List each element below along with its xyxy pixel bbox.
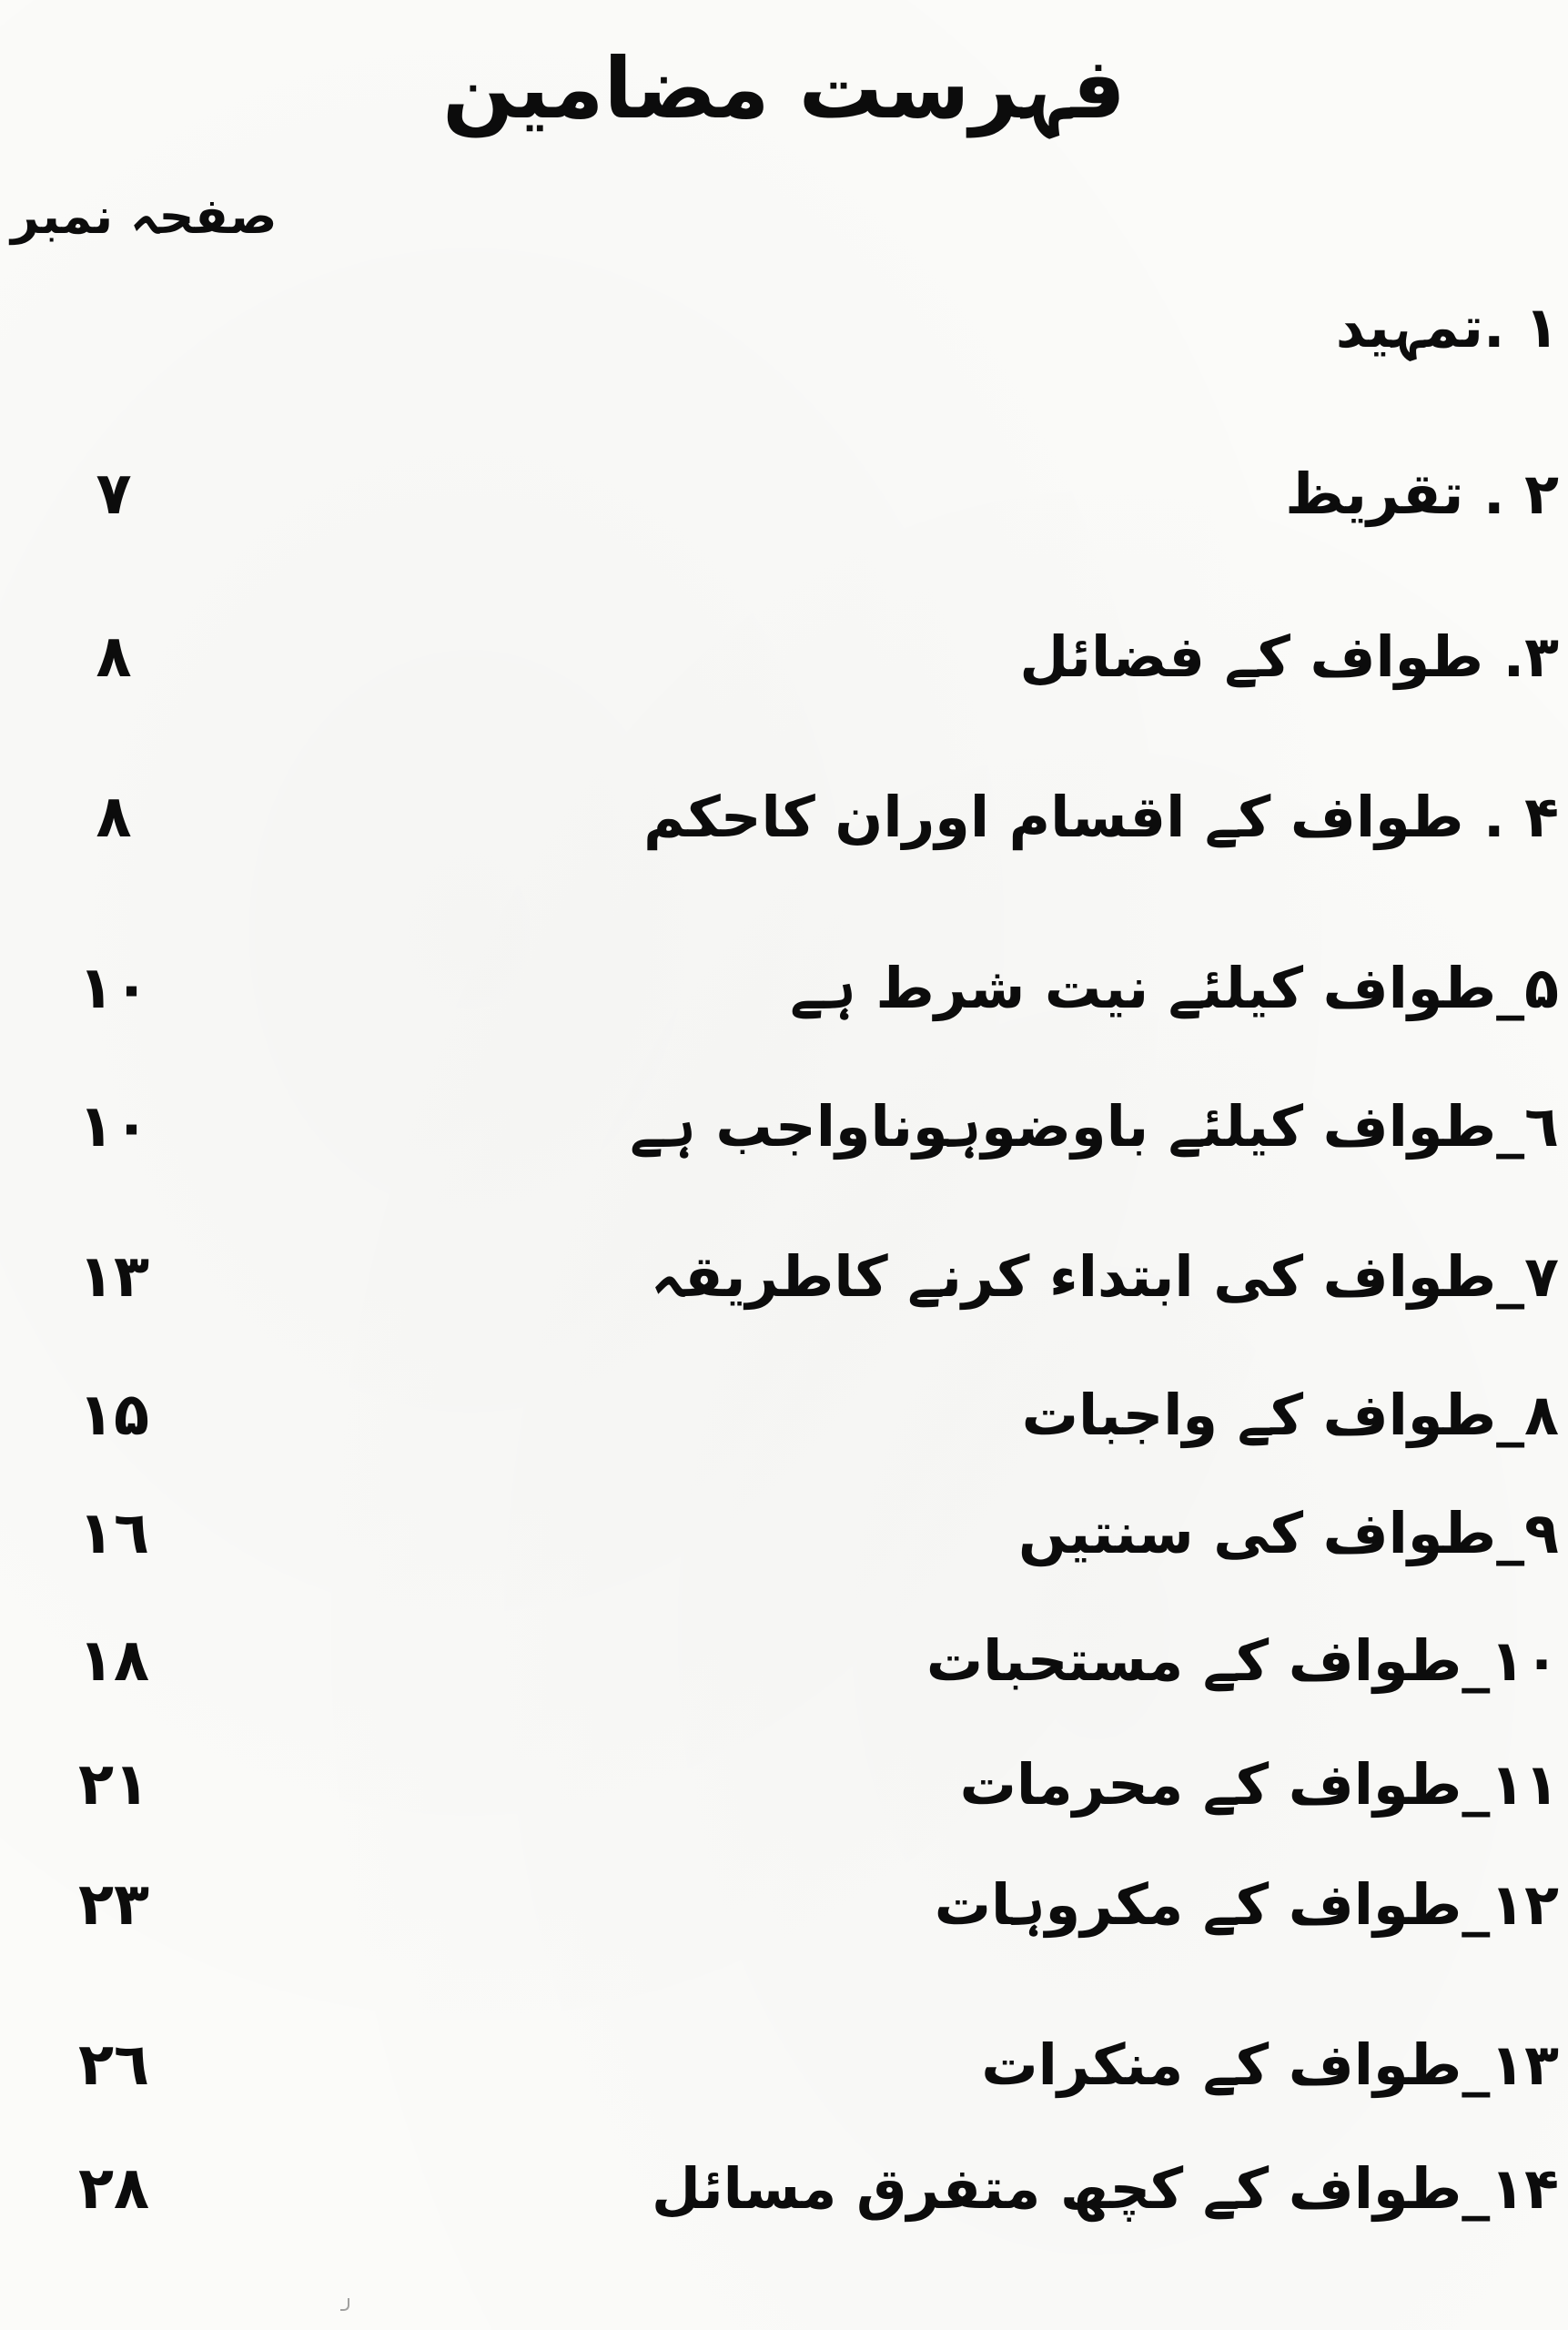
toc-entry — [0, 1611, 1568, 1711]
toc-entry-title: ۵_طواف کیلئے نیت شرط ہے — [790, 955, 1559, 1021]
toc-entry — [0, 278, 1568, 378]
toc-entry — [0, 1855, 1568, 1955]
toc-entry — [0, 1484, 1568, 1584]
toc-entry — [0, 1735, 1568, 1835]
toc-entry-page: ۲۳ — [77, 1871, 150, 1939]
toc-entry-page: ۱٦ — [77, 1500, 150, 1567]
toc-entry-title: ۱۲_طواف کے مکروہات — [934, 1871, 1559, 1938]
toc-entry-page: ۲۱ — [77, 1751, 150, 1818]
toc-entry-title: ۱۳_طواف کے منکرات — [981, 2031, 1559, 2098]
toc-entry — [0, 607, 1568, 707]
page-number-column-header: صفحہ نمبر — [11, 187, 278, 245]
toc-entry-page: ۸ — [96, 623, 132, 691]
toc-entry-page: ۷ — [96, 461, 132, 528]
toc-entry-title: ۱ .تمہید — [1335, 294, 1559, 360]
toc-entry-title: ۸_طواف کے واجبات — [1021, 1382, 1559, 1448]
toc-entry-page — [36, 278, 191, 378]
toc-entry — [0, 1227, 1568, 1327]
page-title: فہرست مضامین — [442, 40, 1126, 137]
toc-entry — [0, 2015, 1568, 2115]
toc-entry-title: ۴ . طواف کے اقسام اوران کاحکم — [643, 784, 1559, 850]
toc-entry-page: ۸ — [96, 784, 132, 851]
toc-entry-title: ۱۰_طواف کے مستحبات — [926, 1627, 1559, 1694]
toc-entry-page: ۱۰ — [77, 1093, 150, 1160]
stray-ink-mark — [340, 2298, 349, 2311]
toc-entry — [0, 938, 1568, 1038]
toc-entry-title: ٦_طواف کیلئے باوضوہوناواجب ہے — [630, 1093, 1559, 1160]
toc-entry-title: ۲ . تقریظ — [1285, 461, 1559, 527]
toc-entry-page: ۱۳ — [77, 1243, 150, 1311]
toc-entry — [0, 767, 1568, 867]
toc-entry-title: ۳. طواف کے فضائل — [1019, 623, 1559, 690]
toc-entry — [0, 1365, 1568, 1465]
toc-entry-page: ۱۸ — [77, 1627, 150, 1695]
toc-entry — [0, 2139, 1568, 2239]
toc-entry-title: ۹_طواف کی سنتیں — [1017, 1500, 1559, 1566]
toc-entry-title: ۷_طواف کی ابتداء کرنے کاطریقہ — [651, 1243, 1559, 1310]
toc-entry-page: ۲٦ — [77, 2031, 150, 2099]
toc-entry — [0, 1077, 1568, 1177]
toc-entry-page: ۲۸ — [77, 2155, 150, 2223]
toc-entry — [0, 444, 1568, 544]
toc-entry-page: ۱۵ — [77, 1382, 150, 1449]
toc-entry-title: ۱۴_طواف کے کچھ متفرق مسائل — [652, 2155, 1559, 2222]
toc-entry-page: ۱۰ — [77, 955, 150, 1022]
toc-entry-title: ۱۱_طواف کے محرمات — [959, 1751, 1559, 1818]
